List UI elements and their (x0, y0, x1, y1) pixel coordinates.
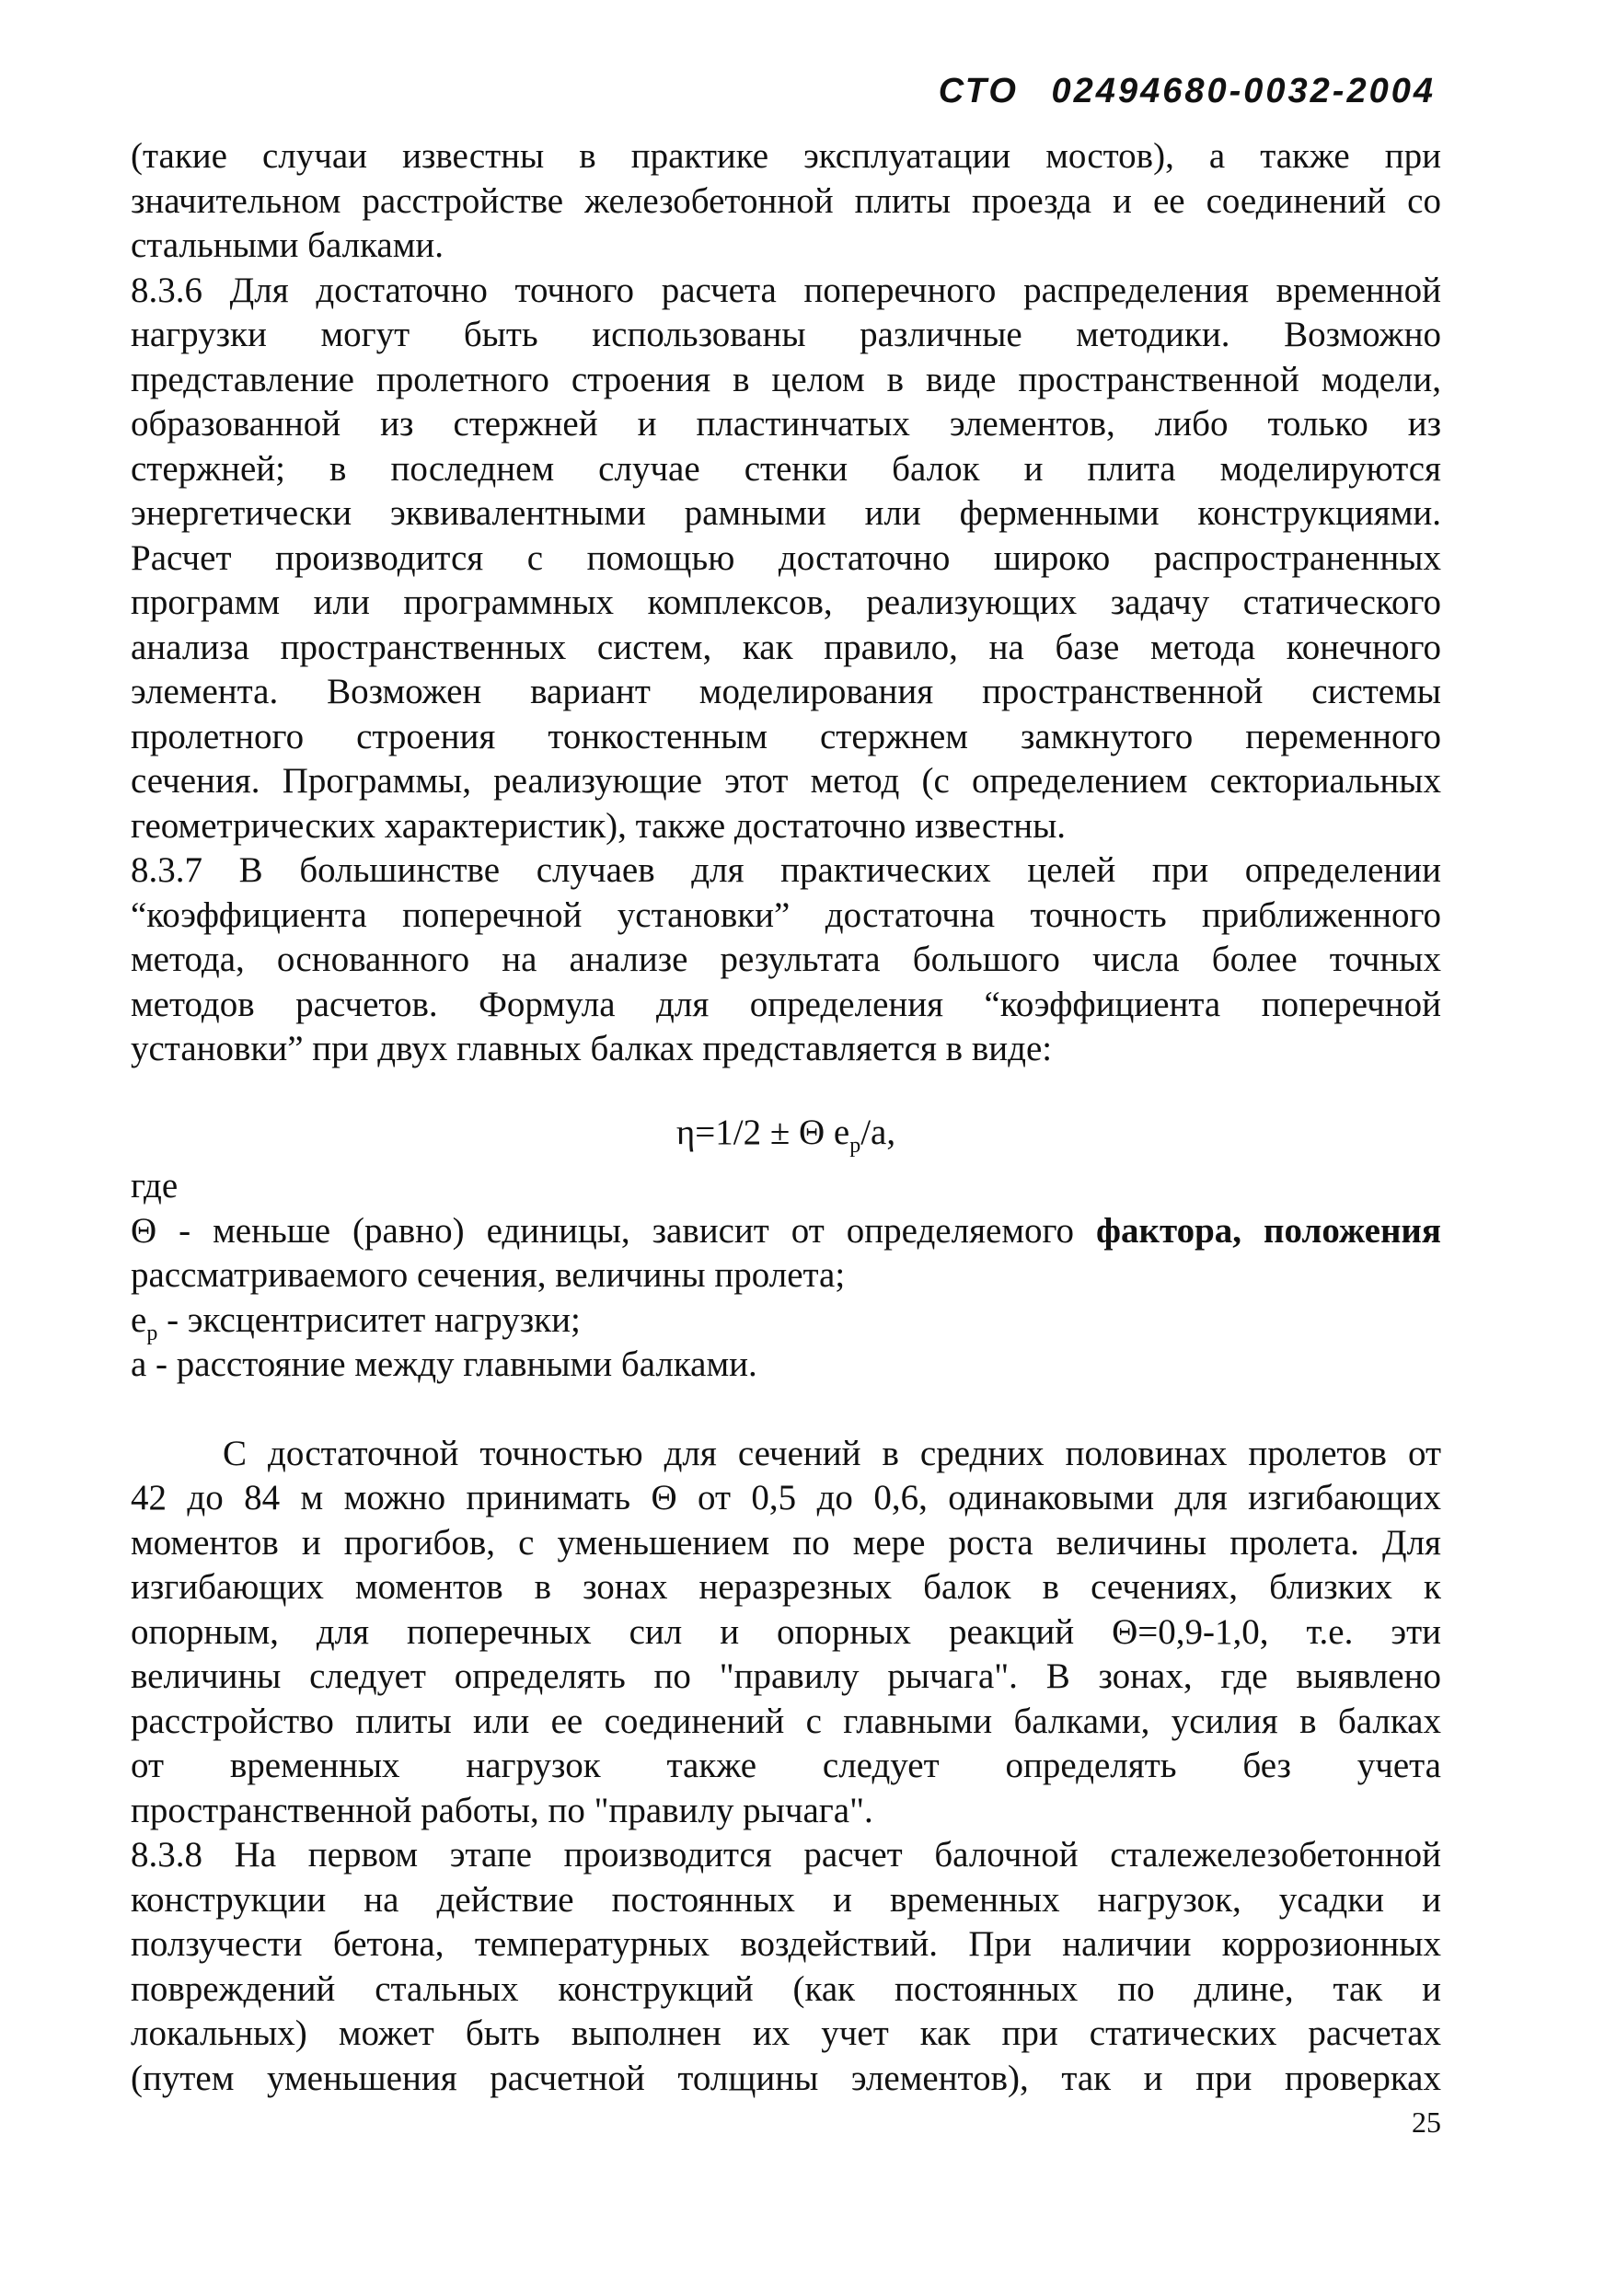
text-line: образованной из стержней и пластинчатых элементов, либо только из (131, 404, 1441, 444)
text-line: сечения. Программы, реализующие этот метод (с определением секториальных (131, 761, 1441, 801)
text-line: опорным, для поперечных сил и опорных реакций Θ=0,9-1,0, т.е. эти (131, 1611, 1441, 1652)
paragraph-accuracy (131, 1432, 1441, 1834)
ep-symbol: e (131, 1299, 147, 1340)
text-line: (такие случаи известны в практике эксплуатации мостов), а также при (131, 136, 1441, 176)
text-line: установки” при двух главных балках представляется в виде: (131, 1029, 1053, 1068)
page-body (131, 134, 1441, 2101)
page-number: 25 (1412, 2106, 1441, 2139)
paragraph-8-3-6 (131, 269, 1441, 849)
formula-right: /a, (860, 1112, 896, 1152)
text-line: энергетически эквивалентными рамными или ферменными конструкциями. (131, 493, 1441, 533)
text-line: 8.3.7 В большинстве случаев для практических целей при определении (131, 850, 1441, 890)
theta-bold-text: фактора, положения (1096, 1210, 1441, 1251)
formula (131, 1111, 1441, 1156)
ep-text: - эксцентриситет нагрузки; (157, 1299, 581, 1340)
text-line: программ или программных комплексов, реализующих задачу статического (131, 583, 1441, 622)
text-line: элемента. Возможен вариант моделирования пространственной системы (131, 672, 1441, 711)
text-line: конструкции на действие постоянных и временных нагрузок, усадки и (131, 1879, 1441, 1920)
paragraph-continuation (131, 134, 1441, 269)
text-line: величины следует определять по "правилу рычага". В зонах, где выявлено (131, 1656, 1441, 1696)
text-line: 8.3.8 На первом этапе производится расчет балочной сталежелезобетонной (131, 1835, 1441, 1875)
text-line: “коэффициента поперечной установки” достаточна точность приближенного (131, 894, 1441, 935)
text-line: моментов и прогибов, с уменьшением по мере роста величины пролета. Для (131, 1522, 1441, 1563)
theta-text: Θ - меньше (равно) единицы, зависит от определяемого (131, 1210, 1075, 1251)
text-line: Расчет производится с помощью достаточно широко распространенных (131, 537, 1441, 578)
text-line: (путем уменьшения расчетной толщины элементов), так и при проверках (131, 2058, 1441, 2098)
formula-left: η=1/2 ± Θ e (675, 1112, 850, 1152)
definitions (131, 1164, 1441, 1388)
ep-definition (131, 1298, 1441, 1344)
text-line: ползучести бетона, температурных воздействий. При наличии коррозионных (131, 1924, 1441, 1964)
text-line: методов расчетов. Формула для определения “коэффициента поперечной (131, 984, 1441, 1024)
a-definition: a - расстояние между главными балками. (131, 1344, 757, 1384)
text-line: С достаточной точностью для сечений в средних половинах пролетов от (223, 1433, 1441, 1473)
text-line: 8.3.6 Для достаточно точного расчета поперечного распределения временной (131, 270, 1441, 310)
text-line: пролетного строения тонкостенным стержнем замкнутого переменного (131, 716, 1441, 756)
paragraph-8-3-7 (131, 848, 1441, 1072)
theta-definition-line1 (131, 1209, 1441, 1254)
text-line: повреждений стальных конструкций (как постоянных по длине, так и (131, 1968, 1441, 2009)
spacer (131, 1388, 1441, 1432)
text-line: метода, основанного на анализе результата большого числа более точных (131, 940, 1441, 979)
formula-subscript: p (849, 1133, 861, 1158)
paragraph-8-3-8 (131, 1833, 1441, 2101)
text-line: значительном расстройстве железобетонной плиты проезда и ее соединений со (131, 180, 1441, 221)
text-line: стержней; в последнем случае стенки балок и плита моделируются (131, 448, 1441, 489)
ep-subscript: p (146, 1321, 158, 1345)
text-line: 42 до 84 м можно принимать Θ от 0,5 до 0,6, одинаковыми для изгибающих (131, 1478, 1441, 1517)
text-line: расстройство плиты или ее соединений с главными балками, усилия в балках (131, 1701, 1441, 1741)
text-line: представление пролетного строения в целом в виде пространственной модели, (131, 359, 1441, 399)
theta-definition-line2: рассматриваемого сечения, величины пролета; (131, 1255, 846, 1295)
where-label: где (131, 1166, 179, 1206)
text-line: пространственной работы, по "правилу рычага". (131, 1790, 873, 1830)
text-line: нагрузки могут быть использованы различные методики. Возможно (131, 315, 1441, 354)
text-line: изгибающих моментов в зонах неразрезных балок в сечениях, близких к (131, 1567, 1441, 1607)
text-line: анализа пространственных систем, как правило, на базе метода конечного (131, 627, 1441, 667)
text-line: от временных нагрузок также следует определять без учета (131, 1746, 1441, 1785)
text-line: стальными балками. (131, 225, 444, 265)
document-code-header: СТО 02494680-0032-2004 (938, 72, 1436, 110)
text-line: локальных) может быть выполнен их учет как при статических расчетах (131, 2013, 1441, 2053)
text-line: геометрических характеристик), также достаточно известны. (131, 805, 1067, 846)
